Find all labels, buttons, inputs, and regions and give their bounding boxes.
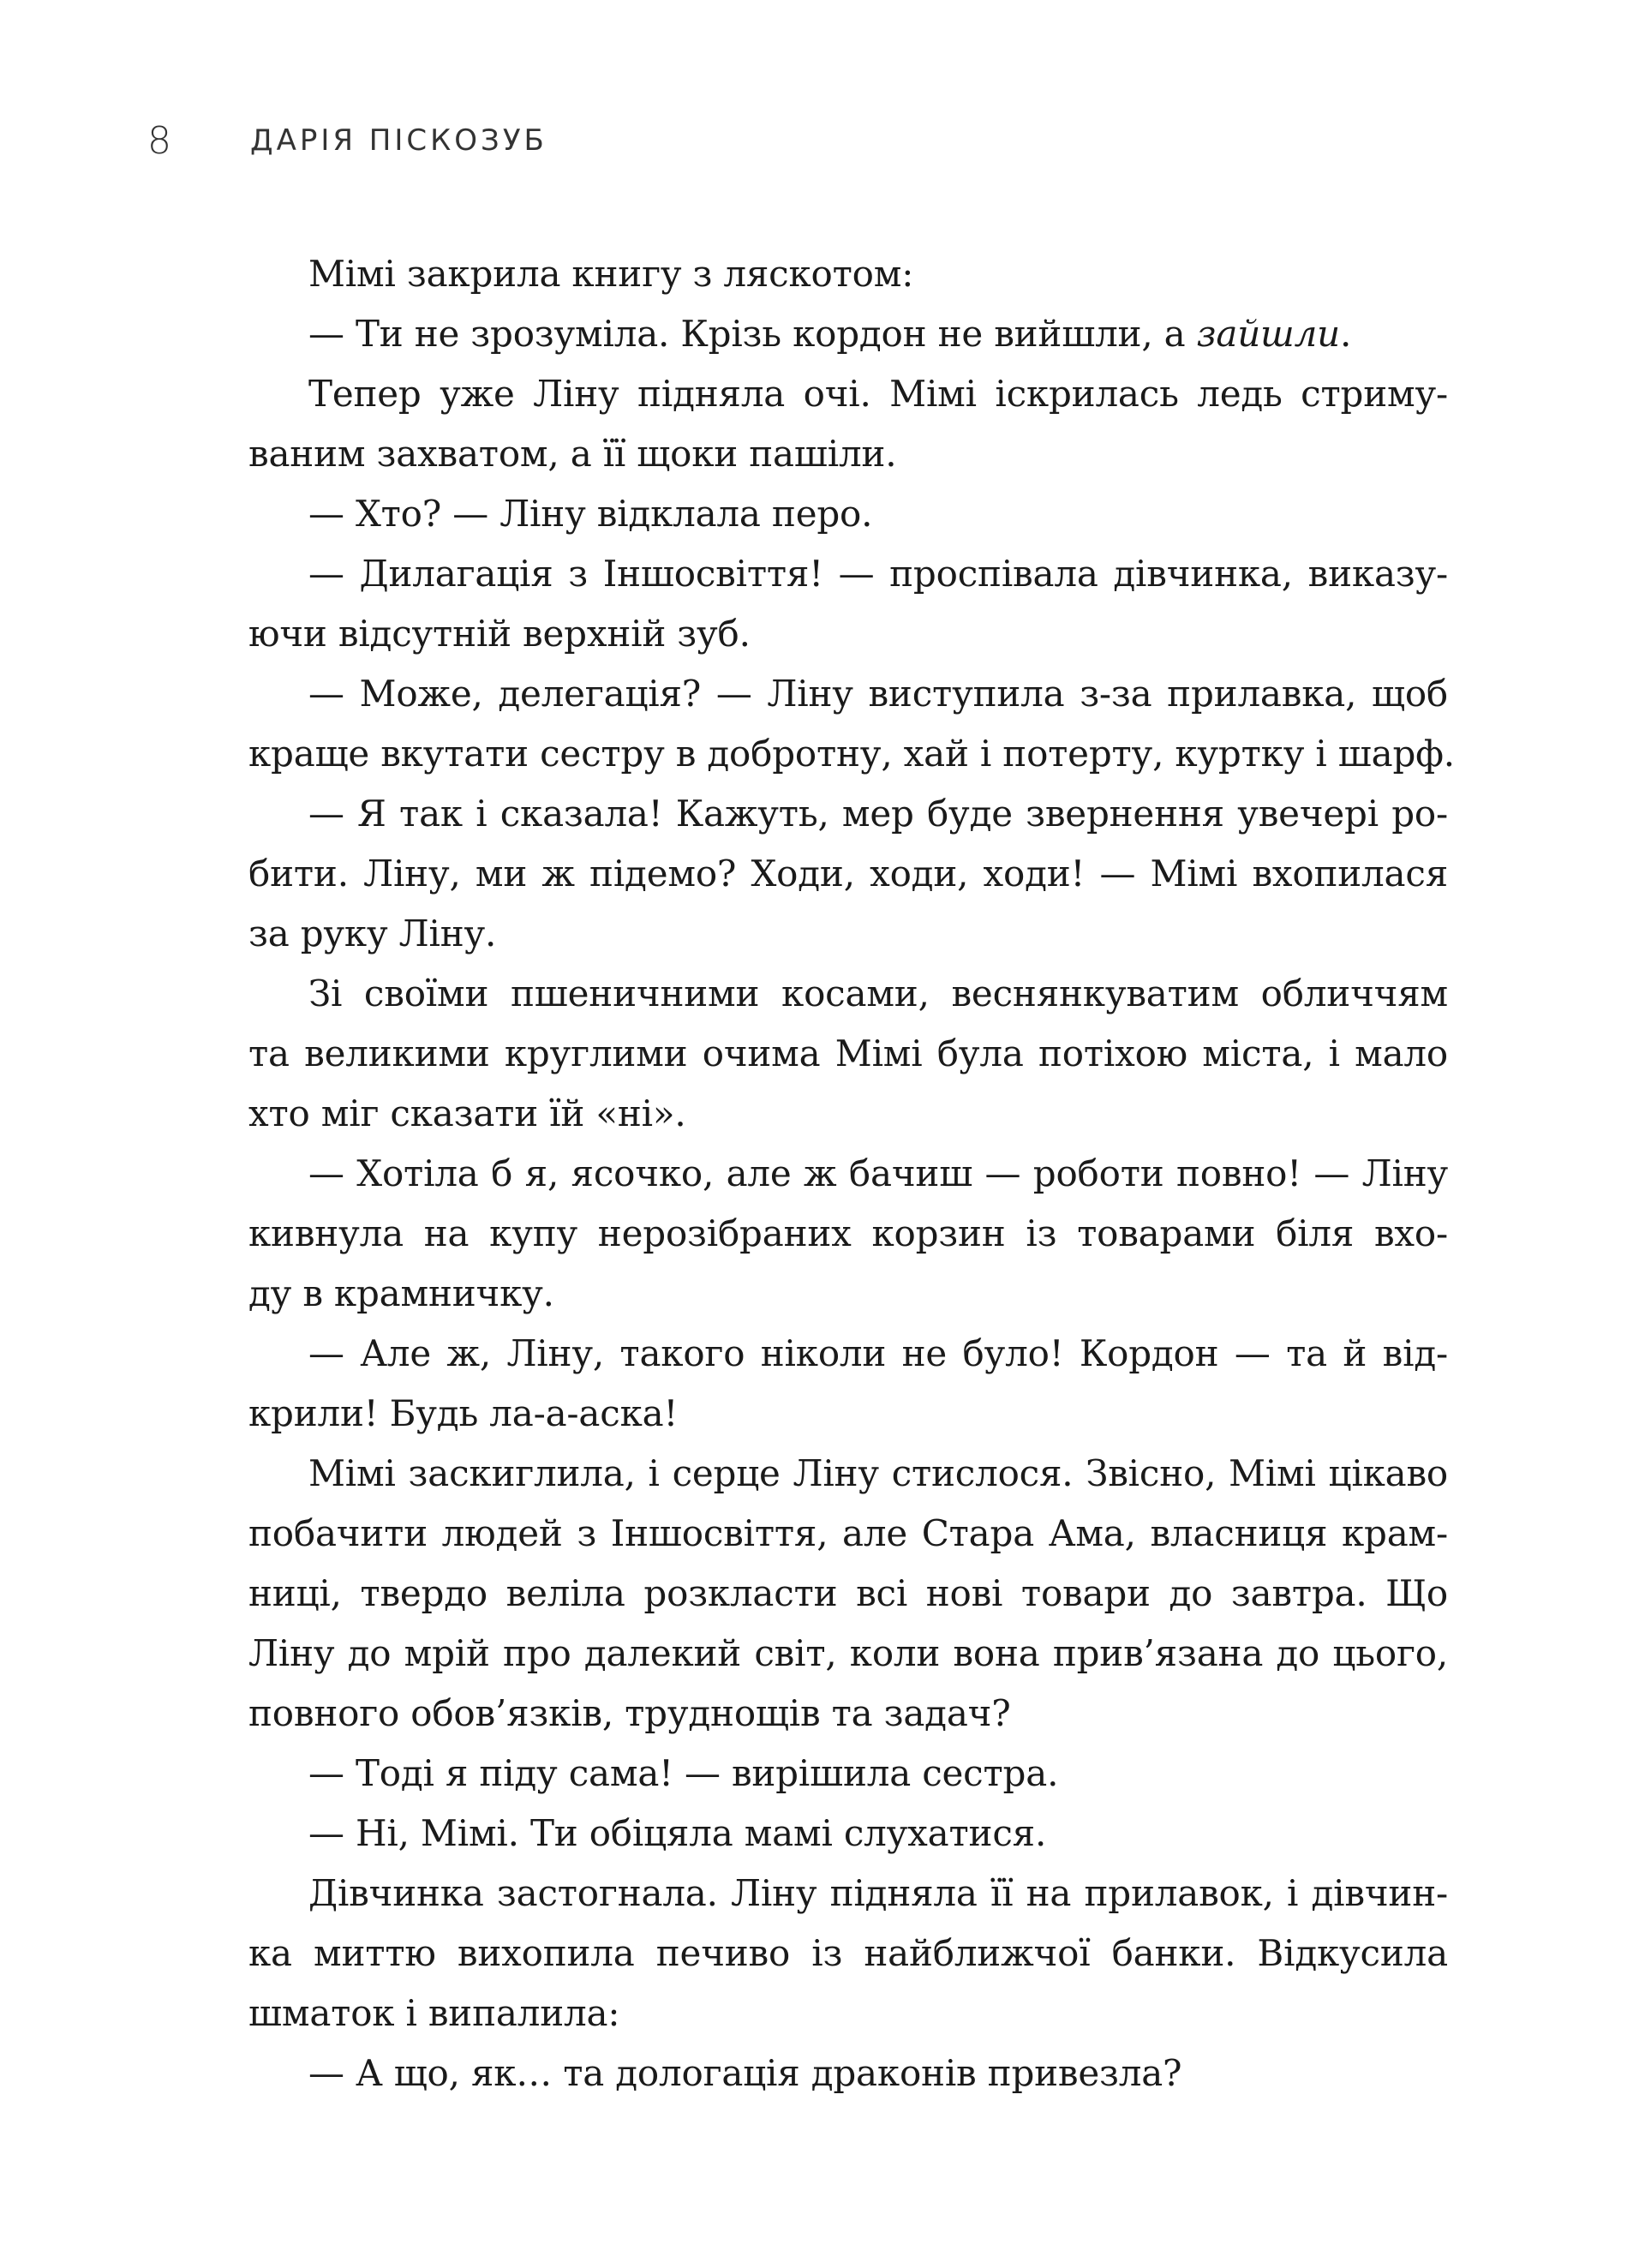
text-line: ваним захватом, а її щоки пашіли. <box>248 433 897 475</box>
text-line: хто міг сказати їй «ні». <box>248 1092 686 1134</box>
text-line-end: . <box>1340 313 1352 355</box>
text-line <box>248 304 1448 364</box>
page-number: 8 <box>147 118 172 163</box>
text-line: та великими круглими очима Мімі була потіхою міста, і мало <box>248 1032 1448 1074</box>
text-line: — Я так і сказала! Кажуть, мер буде звернення увечері ро- <box>308 793 1448 835</box>
text-line: шматок і випалила: <box>248 1992 620 2034</box>
text-line: Дівчинка застогнала. Ліну підняла її на прилавок, і дівчин- <box>308 1872 1448 1914</box>
author-name: ДАРІЯ ПІСКОЗУБ <box>250 123 547 158</box>
text-line: бити. Ліну, ми ж підемо? Ходи, ходи, ходи! — Мімі вхопилася <box>248 853 1448 895</box>
text-line: — Хотіла б я, ясочко, але ж бачиш — роботи повно! — Ліну <box>308 1152 1448 1194</box>
text-line: ниці, твердо веліла розкласти всі нові товари до завтра. Що <box>248 1572 1448 1614</box>
text-line: Мімі закрила книгу з ляскотом: <box>308 253 914 295</box>
body-text <box>248 244 1455 2103</box>
text-line: — А що, як… та дологація драконів привезла? <box>308 2052 1182 2094</box>
text-line: — Тоді я піду сама! — вирішила сестра. <box>308 1752 1059 1794</box>
text-line: — Ні, Мімі. Ти обіцяла мамі слухатися. <box>308 1812 1047 1854</box>
text-line: побачити людей з Іншосвіття, але Стара Ама, власниця крам- <box>248 1512 1448 1554</box>
text-line: ючи відсутній верхній зуб. <box>248 613 751 655</box>
text-line: Зі своїми пшеничними косами, веснянкуватим обличчям <box>308 972 1448 1014</box>
text-line: ка миттю вихопила печиво із найближчої банки. Відкусила <box>248 1932 1448 1974</box>
text-line: Мімі заскиглила, і серце Ліну стислося. Звісно, Мімі цікаво <box>308 1452 1448 1494</box>
text-line: краще вкутати сестру в добротну, хай і потерту, куртку і шарф. <box>248 733 1455 775</box>
text-line: — Хто? — Ліну відклала перо. <box>308 493 873 535</box>
italic-word: зайшли <box>1196 313 1341 355</box>
text-line-start: — Ти не зрозуміла. Крізь кордон не вийшли, а <box>308 313 1197 355</box>
text-line: за руку Ліну. <box>248 913 497 954</box>
text-line: кивнула на купу нерозібраних корзин із товарами біля вхо- <box>248 1212 1448 1254</box>
running-head <box>147 115 547 166</box>
text-line: ду в крамничку. <box>248 1272 554 1314</box>
text-line: — Але ж, Ліну, такого ніколи не було! Кордон — та й від- <box>308 1332 1448 1374</box>
text-line: крили! Будь ла-а-аска! <box>248 1392 679 1434</box>
text-line: Ліну до мрій про далекий світ, коли вона прив’язана до цього, <box>248 1632 1448 1674</box>
text-line: — Може, делегація? — Ліну виступила з-за прилавка, щоб <box>308 673 1448 715</box>
text-line: повного обов’язків, труднощів та задач? <box>248 1692 1011 1734</box>
text-line: — Дилагація з Іншосвіття! — проспівала дівчинка, виказу- <box>308 553 1448 595</box>
text-line: Тепер уже Ліну підняла очі. Мімі іскрилась ледь стриму- <box>308 373 1448 415</box>
